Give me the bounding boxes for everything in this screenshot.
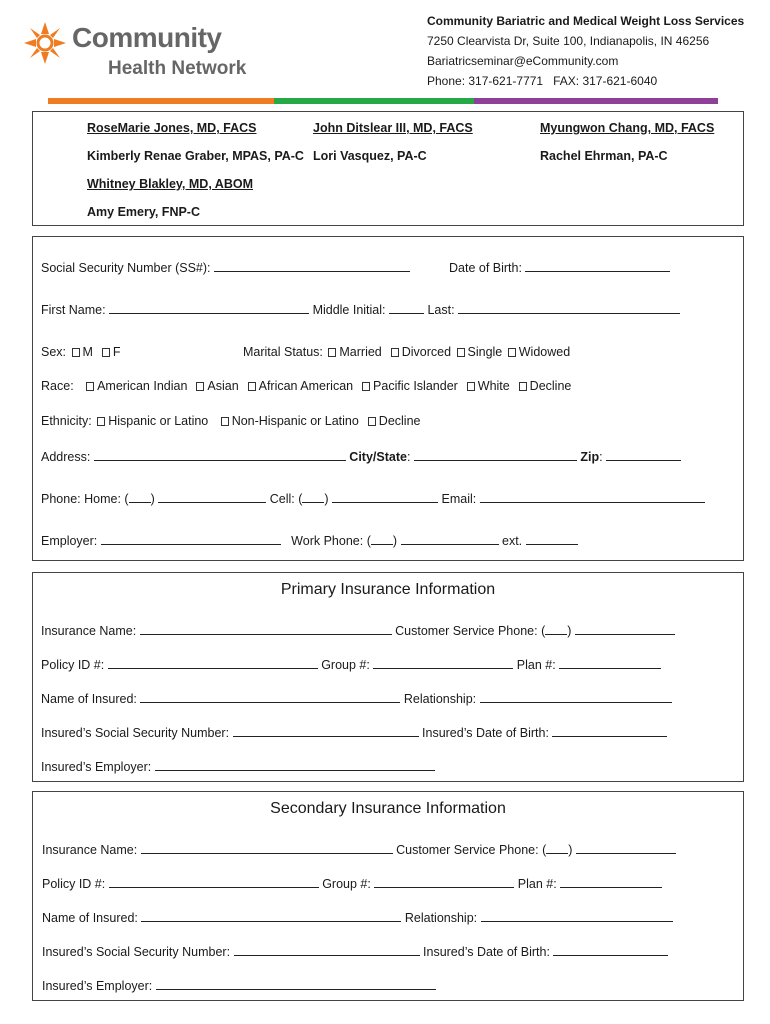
org-address: 7250 Clearvista Dr, Suite 100, Indianapolis, IN 46256	[427, 34, 710, 48]
secondary-insurance-box	[32, 791, 744, 1001]
sex-f-checkbox[interactable]	[102, 348, 110, 357]
secondary-plan-field[interactable]	[560, 875, 662, 888]
last-name-label: Last	[427, 303, 452, 317]
sex-m-checkbox[interactable]	[72, 348, 80, 357]
primary-plan-field[interactable]	[559, 656, 661, 669]
org-name: Community Bariatric and Medical Weight Loss Services	[427, 14, 745, 28]
ethnicity-row: Ethnicity: Hispanic or Latino Non-Hispanic or Latino Decline	[41, 414, 421, 428]
providers-box	[32, 111, 744, 226]
primary-customer-service-label: Customer Service Phone	[395, 624, 535, 638]
ext-field[interactable]	[526, 532, 578, 545]
primary-insured-name-field[interactable]	[140, 690, 400, 703]
race-row: Race: American Indian Asian African American Pacific Islander White Decline	[41, 379, 572, 393]
primary-insured-employer-label: Insured’s Employer	[41, 760, 148, 774]
secondary-group-field[interactable]	[374, 875, 514, 888]
dob-field[interactable]	[525, 259, 670, 272]
color-bar	[48, 98, 718, 104]
primary-row2: Policy ID #: Group #: Plan #:	[41, 656, 661, 672]
zip-field[interactable]	[606, 448, 681, 461]
address-row: Address: City/State: Zip:	[41, 448, 681, 464]
secondary-insurance-name-label: Insurance Name	[42, 843, 134, 857]
secondary-group-label: Group #	[322, 877, 368, 891]
secondary-row3: Name of Insured: Relationship:	[42, 909, 673, 925]
primary-insured-ssn-field[interactable]	[233, 724, 419, 737]
first-name-label: First Name	[41, 303, 103, 317]
secondary-row1: Insurance Name: Customer Service Phone: ( )	[42, 841, 676, 857]
race-asian-checkbox[interactable]	[196, 382, 204, 391]
color-bar-purple	[474, 98, 718, 104]
email-field[interactable]	[480, 490, 705, 503]
marital-divorced-checkbox[interactable]	[391, 348, 399, 357]
provider-col1-1: Kimberly Renae Graber, MPAS, PA-C	[87, 149, 304, 163]
race-pacific-islander-label: Pacific Islander	[373, 379, 458, 393]
secondary-row2: Policy ID #: Group #: Plan #:	[42, 875, 662, 891]
marital-widowed-label: Widowed	[518, 345, 571, 359]
primary-insurance-title: Primary Insurance Information	[280, 581, 496, 598]
sex-f-label: F	[112, 345, 121, 359]
race-label: Race	[41, 379, 71, 393]
provider-col2-1: Lori Vasquez, PA-C	[313, 149, 427, 163]
provider-col1-2: Whitney Blakley, MD, ABOM	[87, 177, 253, 191]
work-phone-field[interactable]	[401, 532, 499, 545]
primary-row3: Name of Insured: Relationship:	[41, 690, 672, 706]
ethnicity-hispanic-checkbox[interactable]	[97, 417, 105, 426]
primary-group-field[interactable]	[373, 656, 513, 669]
secondary-insured-dob-label: Insured’s Date of Birth	[423, 945, 547, 959]
name-row: First Name: Middle Initial: Last:	[41, 301, 680, 317]
home-label: Home	[84, 492, 118, 506]
secondary-customer-service-label: Customer Service Phone	[396, 843, 536, 857]
city-state-label: City/State	[349, 450, 407, 464]
middle-initial-label: Middle Initial	[312, 303, 383, 317]
ethnicity-non-hispanic-checkbox[interactable]	[221, 417, 229, 426]
ethnicity-non-hispanic-label: Non-Hispanic or Latino	[231, 414, 359, 428]
phone-label: Phone	[41, 492, 78, 506]
cell-area-code[interactable]: ( )	[298, 492, 329, 506]
secondary-policy-field[interactable]	[109, 875, 319, 888]
marital-married-label: Married	[339, 345, 382, 359]
last-name-field[interactable]	[458, 301, 680, 314]
marital-single-label: Single	[467, 345, 503, 359]
marital-row: Marital Status: Married Divorced Single Widowed	[243, 345, 571, 359]
race-asian-label: Asian	[207, 379, 239, 393]
primary-policy-field[interactable]	[108, 656, 318, 669]
work-area-code[interactable]: ( )	[366, 534, 398, 548]
secondary-cs-area-code[interactable]: ( )	[542, 843, 573, 857]
secondary-row5: Insured’s Employer:	[42, 977, 436, 993]
logo-star-icon	[22, 20, 68, 66]
zip-label: Zip	[580, 450, 600, 464]
dob-label: Date of Birth	[449, 261, 519, 275]
ethnicity-decline-label: Decline	[378, 414, 421, 428]
sex-row: Sex: M F	[41, 345, 121, 359]
home-area-code[interactable]: ( )	[124, 492, 155, 506]
first-name-field[interactable]	[109, 301, 309, 314]
race-white-label: White	[477, 379, 510, 393]
cell-label: Cell	[269, 492, 292, 506]
primary-policy-label: Policy ID #	[41, 658, 101, 672]
marital-married-checkbox[interactable]	[328, 348, 336, 357]
secondary-insured-employer-field[interactable]	[156, 977, 436, 990]
primary-insured-dob-label: Insured’s Date of Birth	[422, 726, 546, 740]
primary-row5: Insured’s Employer:	[41, 758, 435, 774]
race-white-checkbox[interactable]	[467, 382, 475, 391]
primary-plan-label: Plan #	[516, 658, 553, 672]
work-phone-label: Work Phone	[291, 534, 360, 548]
primary-insured-name-label: Name of Insured	[41, 692, 134, 706]
marital-widowed-checkbox[interactable]	[508, 348, 516, 357]
primary-relationship-label: Relationship	[403, 692, 473, 706]
ethnicity-decline-checkbox[interactable]	[368, 417, 376, 426]
race-american-indian-label: American Indian	[97, 379, 188, 393]
race-african-american-label: African American	[258, 379, 354, 393]
race-african-american-checkbox[interactable]	[248, 382, 256, 391]
ssn-field[interactable]	[214, 259, 410, 272]
secondary-insured-dob-field[interactable]	[553, 943, 668, 956]
logo-line2: Health Network	[108, 58, 247, 79]
org-email: Bariatricseminar@eCommunity.com	[427, 54, 619, 68]
secondary-insured-ssn-label: Insured’s Social Security Number	[42, 945, 227, 959]
patient-box	[32, 236, 744, 561]
dob-row: Date of Birth:	[449, 259, 670, 275]
primary-insured-ssn-label: Insured’s Social Security Number	[41, 726, 226, 740]
primary-row4: Insured’s Social Security Number: Insured’s Date of Birth:	[41, 724, 667, 740]
secondary-policy-label: Policy ID #	[42, 877, 102, 891]
ssn-row: Social Security Number (SS#):	[41, 259, 410, 275]
primary-insurance-box	[32, 572, 744, 782]
primary-cs-area-code[interactable]: ( )	[541, 624, 572, 638]
secondary-relationship-label: Relationship	[404, 911, 474, 925]
ext-label: ext.	[502, 534, 523, 548]
email-label: Email	[441, 492, 473, 506]
provider-col1-3: Amy Emery, FNP-C	[87, 205, 200, 219]
race-american-indian-checkbox[interactable]	[86, 382, 94, 391]
provider-col3-0: Myungwon Chang, MD, FACS	[540, 121, 715, 135]
secondary-plan-label: Plan #	[517, 877, 554, 891]
employer-label: Employer	[41, 534, 94, 548]
sex-label: Sex	[41, 345, 63, 359]
color-bar-green	[274, 98, 474, 104]
primary-insured-employer-field[interactable]	[155, 758, 435, 771]
employer-field[interactable]	[101, 532, 281, 545]
secondary-row4: Insured’s Social Security Number: Insured’s Date of Birth:	[42, 943, 668, 959]
race-decline-checkbox[interactable]	[519, 382, 527, 391]
marital-divorced-label: Divorced	[401, 345, 452, 359]
address-field[interactable]	[94, 448, 346, 461]
secondary-insured-employer-label: Insured’s Employer	[42, 979, 149, 993]
ethnicity-hispanic-label: Hispanic or Latino	[108, 414, 209, 428]
cell-phone-field[interactable]	[332, 490, 438, 503]
provider-col1-0: RoseMarie Jones, MD, FACS	[87, 121, 257, 135]
ssn-label: Social Security Number (SS#)	[41, 261, 208, 275]
secondary-insured-ssn-field[interactable]	[234, 943, 420, 956]
provider-col2-0: John Ditslear III, MD, FACS	[313, 121, 473, 135]
employer-row: Employer: Work Phone: ( ) ext.	[41, 532, 578, 548]
primary-insured-dob-field[interactable]	[552, 724, 667, 737]
city-state-field[interactable]	[414, 448, 577, 461]
secondary-insured-name-field[interactable]	[141, 909, 401, 922]
primary-relationship-field[interactable]	[480, 690, 672, 703]
phone-row: Phone: Home: ( ) Cell: ( ) Email:	[41, 490, 705, 506]
address-label: Address	[41, 450, 87, 464]
middle-initial-field[interactable]	[389, 301, 424, 314]
race-decline-label: Decline	[529, 379, 572, 393]
marital-label: Marital Status	[243, 345, 320, 359]
color-bar-orange	[48, 98, 274, 104]
home-phone-field[interactable]	[158, 490, 266, 503]
primary-insurance-name-field[interactable]	[140, 622, 392, 635]
secondary-insured-name-label: Name of Insured	[42, 911, 135, 925]
ethnicity-label: Ethnicity	[41, 414, 89, 428]
secondary-cs-phone-field[interactable]	[576, 841, 676, 854]
sex-m-label: M	[82, 345, 93, 359]
primary-insurance-name-label: Insurance Name	[41, 624, 133, 638]
secondary-relationship-field[interactable]	[481, 909, 673, 922]
org-phone-fax: Phone: 317-621-7771 FAX: 317-621-6040	[427, 74, 658, 88]
primary-row1: Insurance Name: Customer Service Phone: ( )	[41, 622, 675, 638]
primary-group-label: Group #	[321, 658, 367, 672]
race-pacific-islander-checkbox[interactable]	[362, 382, 370, 391]
logo	[22, 18, 267, 82]
provider-col3-1: Rachel Ehrman, PA-C	[540, 149, 668, 163]
marital-single-checkbox[interactable]	[457, 348, 465, 357]
secondary-insurance-name-field[interactable]	[141, 841, 393, 854]
logo-line1: Community	[72, 22, 222, 53]
secondary-insurance-title: Secondary Insurance Information	[270, 800, 506, 817]
primary-cs-phone-field[interactable]	[575, 622, 675, 635]
